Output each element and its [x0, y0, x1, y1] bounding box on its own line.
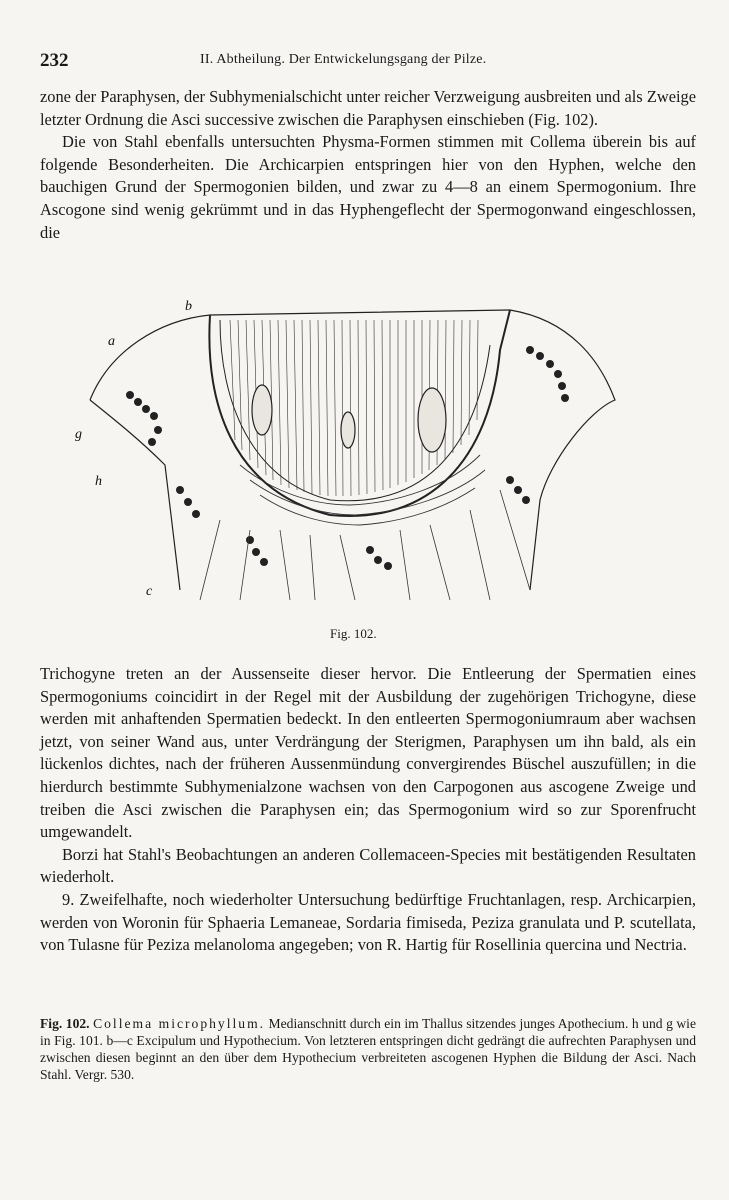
running-head: II. Abtheilung. Der Entwickelungsgang der Pilze. [200, 52, 487, 67]
paragraph: Borzi hat Stahl's Beobachtungen an anderen Collemaceen-Species mit bestätigenden Resultaten wiederholt. [40, 844, 696, 887]
paragraph: Trichogyne treten an der Aussenseite dieser hervor. Die Entleerung der Spermatien eines Spermogoniums coincidirt in der Regel mit der Ausbildung der zugehörigen Trichogyne, diese werden mit anhaftenden Spermatien bedeckt. In den entleerten Spermogoniumraum aber wachsen jetzt, von seiner Wand aus, unter Verdrängung der Sterigmen, Paraphysen um ihn bald, als ein lückenlos dichtes, nach der früheren Aussenmündung convergirendes Büschel auszufüllen; in die hierdurch bestimmte Subhymenialzone wachsen von den Carpogonen aus ascogene Zweige und treiben die Asci zwischen die Paraphysen ein; das Spermogonium wird so zur Sporenfrucht umgewandelt. [40, 664, 696, 842]
text-block-top [40, 86, 696, 244]
figure-letter-g: g [75, 427, 82, 442]
figure-drawing [70, 290, 630, 610]
paragraph: Die von Stahl ebenfalls untersuchten Physma-Formen stimmen mit Collema überein bis auf folgende Besonderheiten. Die Archicarpien entspringen hier von den Hyphen, welche den bauchigen Grund der Spermogonien bilden, und zwar zu 4—8 an einem Spermogonium. Ihre Ascogone sind wenig gekrümmt und in das Hyphengeflecht der Spermogonwand eingeschlossen, die [40, 132, 696, 242]
figure-letter-c: c [146, 584, 153, 599]
legend-species: Collema microphyllum. [93, 1016, 266, 1031]
legend-text: Medianschnitt durch ein im Thallus sitzendes junges Apothecium. h und g wie in Fig. 101. b—c Excipulum und Hypothecium. Von letzteren entspringen dicht gedrängt die aufrechten Paraphysen und zwischen diesen beginnt an den über dem Hypothecium verbreiteten ascogenen Hyphen die Bildung der Asci. Nach Stahl. Vergr. 530. [40, 1016, 696, 1082]
paragraph: zone der Paraphysen, der Subhymenialschicht unter reicher Verzweigung ausbreiten und als Zweige letzter Ordnung die Asci successive zwischen die Paraphysen einschieben (Fig. 102). [40, 87, 696, 129]
text-block-bottom [40, 663, 696, 957]
figure-legend [40, 1015, 696, 1083]
figure-letter-b: b [185, 299, 192, 314]
figure-label: Fig. 102. [330, 626, 377, 641]
figure-letter-h: h [95, 474, 102, 489]
legend-label: Fig. 102. [40, 1016, 90, 1031]
figure-letter-a: a [108, 334, 115, 349]
page-header [40, 50, 700, 72]
apothecium-illustration [70, 290, 630, 610]
paragraph: 9. Zweifelhafte, noch wiederholter Untersuchung bedürftige Fruchtanlagen, resp. Archicarpien, werden von Woronin für Sphaeria Lemaneae, Sordaria fimiseda, Peziza granulata und P. scutellata, von Tulasne für Peziza melanoloma angegeben; von R. Hartig für Rosellinia quercina und Nectria. [40, 889, 696, 955]
page-number: 232 [40, 50, 69, 71]
